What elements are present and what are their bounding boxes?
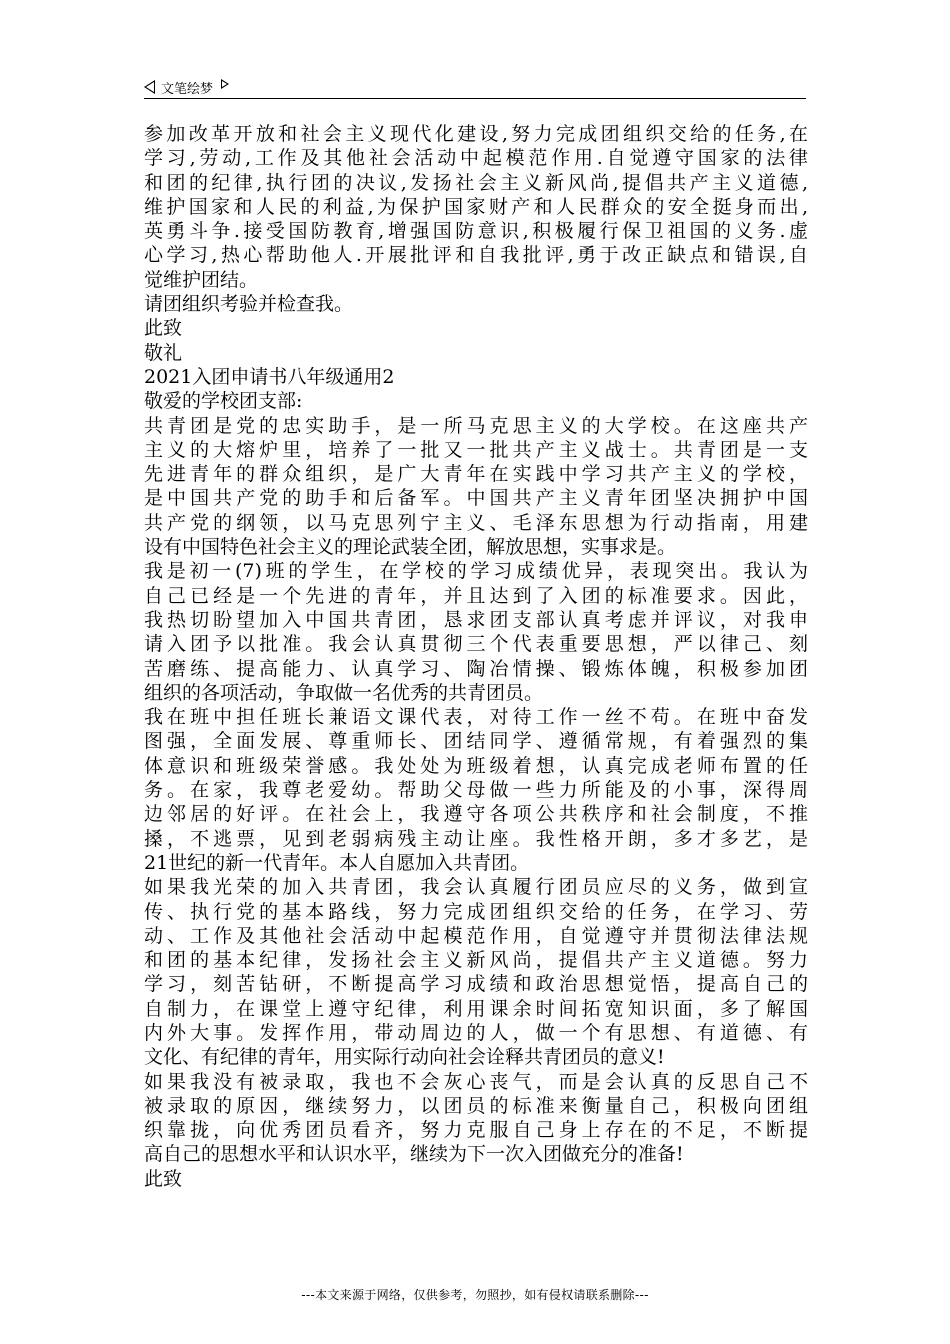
text-line: 我热切盼望加入中国共青团，恳求团支部认真考虑并评议，对我申: [144, 608, 808, 631]
text-line: 此致: [144, 1167, 183, 1190]
text-line: 体意识和班级荣誉感。我处处为班级着想，认真完成老师布置的任: [144, 754, 808, 777]
text-line: 高自己的思想水平和认识水平，继续为下一次入团做充分的准备!: [144, 1143, 684, 1166]
text-line: 参加改革开放和社会主义现代化建设,努力完成团组织交给的任务,在: [144, 123, 808, 145]
text-line: 共青团是党的忠实助手，是一所马克思主义的大学校。在这座共产: [144, 414, 808, 437]
text-line: 被录取的原因，继续努力，以团员的标准来衡量自己，积极向团组: [144, 1094, 808, 1117]
text-line: 如果我没有被录取，我也不会灰心丧气，而是会认真的反思自己不: [144, 1070, 808, 1093]
page-footer: ---本文来源于网络，仅供参考，勿照抄，如有侵权请联系删除---: [301, 1288, 649, 1302]
document-body: [144, 122, 808, 1191]
text-line: 织靠拢，向优秀团员看齐，努力克服自己身上存在的不足，不断提: [144, 1119, 808, 1142]
text-line: 自制力，在课堂上遵守纪律，利用课余时间拓宽知识面，多了解国: [144, 997, 808, 1020]
text-line: 和团的纪律,执行团的决议,发扬社会主义新风尚,提倡共产主义道德,: [144, 171, 808, 194]
text-line: 心学习,热心帮助他人.开展批评和自我批评,勇于改正缺点和错误,自: [144, 244, 808, 267]
text-line: 学习，刻苦钻研，不断提高学习成绩和政治思想觉悟，提高自己的: [144, 973, 808, 996]
text-line: 此致: [144, 317, 183, 340]
text-line: 先进青年的群众组织，是广大青年在实践中学习共产主义的学校，: [144, 463, 808, 486]
text-line: 请团组织考验并检查我。: [144, 293, 354, 316]
text-line: 主义的大熔炉里，培养了一批又一批共产主义战士。共青团是一支: [144, 438, 808, 461]
text-line: 维护国家和人民的利益,为保护国家财产和人民群众的安全挺身而出,: [144, 195, 808, 218]
text-line: 传、执行党的基本路线，努力完成团组织交给的任务，在学习、劳: [144, 900, 808, 923]
text-line: 图强，全面发展、尊重师长、团结同学、遵循常规，有着强烈的集: [144, 730, 808, 753]
text-line: 我是初一(7)班的学生，在学校的学习成绩优异，表现突出。我认为: [144, 560, 808, 583]
text-line: 2021入团申请书八年级通用2: [144, 365, 395, 388]
text-line: 觉维护团结。: [144, 268, 259, 291]
text-line: 设有中国特色社会主义的理论武装全团，解放思想，实事求是。: [144, 536, 677, 559]
text-line: 是中国共产党的助手和后备军。中国共产主义青年团坚决拥护中国: [144, 487, 808, 510]
text-line: 自己已经是一个先进的青年，并且达到了入团的标准要求。因此，: [144, 584, 808, 607]
text-line: 共产党的纲领，以马克思列宁主义、毛泽东思想为行动指南，用建: [144, 511, 808, 534]
text-line: 学习,劳动,工作及其他社会活动中起模范作用.自觉遵守国家的法律: [144, 147, 808, 170]
header-brand: 文笔绘梦: [161, 81, 214, 97]
text-line: 边邻居的好评。在社会上，我遵守各项公共秩序和社会制度，不推: [144, 803, 808, 826]
text-line: 请入团予以批准。我会认真贯彻三个代表重要思想，严以律己、刻: [144, 633, 808, 656]
text-line: 内外大事。发挥作用，带动周边的人，做一个有思想、有道德、有: [144, 1021, 808, 1044]
text-line: 组织的各项活动，争取做一名优秀的共青团员。: [144, 681, 544, 704]
text-line: 英勇斗争.接受国防教育,增强国防意识,积极履行保卫祖国的义务.虚: [144, 220, 808, 243]
text-line: 文化、有纪律的青年，用实际行动向社会诠释共青团员的意义!: [144, 1046, 665, 1069]
text-line: 苦磨练、提高能力、认真学习、陶冶情操、锻炼体魄，积极参加团: [144, 657, 808, 680]
triangle-left-icon: [144, 80, 155, 94]
page-header: [144, 76, 806, 99]
text-line: 务。在家，我尊老爱幼。帮助父母做一些力所能及的小事，深得周: [144, 779, 808, 802]
text-line: 敬爱的学校团支部:: [144, 390, 303, 413]
text-line: 21世纪的新一代青年。本人自愿加入共青团。: [144, 851, 530, 874]
text-line: 搡，不逃票，见到老弱病残主动让座。我性格开朗，多才多艺，是: [144, 827, 808, 850]
text-line: 我在班中担任班长兼语文课代表，对待工作一丝不苟。在班中奋发: [144, 706, 808, 729]
text-line: 如果我光荣的加入共青团，我会认真履行团员应尽的义务，做到宣: [144, 876, 808, 899]
text-line: 和团的基本纪律，发扬社会主义新风尚，提倡共产主义道德。努力: [144, 949, 808, 972]
triangle-right-icon: [221, 79, 229, 89]
text-line: 敬礼: [144, 341, 183, 364]
text-line: 动、工作及其他社会活动中起模范作用，自觉遵守并贯彻法律法规: [144, 924, 808, 947]
